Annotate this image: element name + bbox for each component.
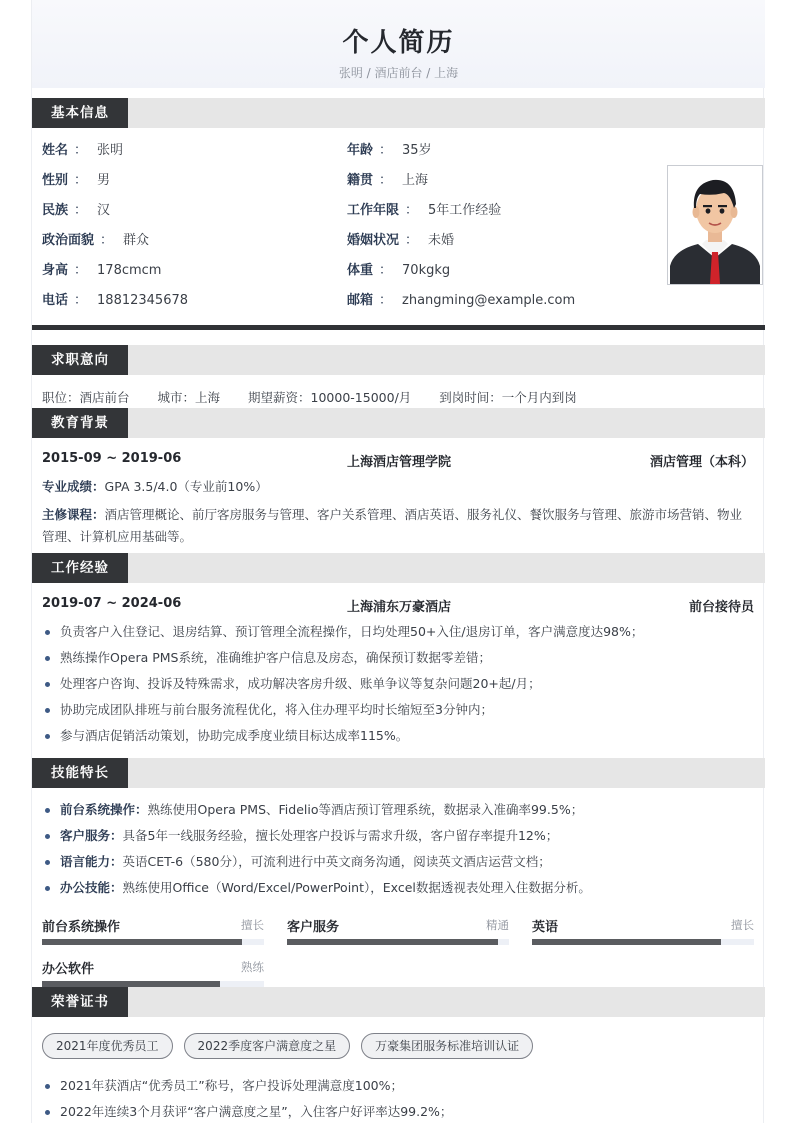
skill-track [287, 939, 509, 945]
education-school: 上海酒店管理学院 [347, 455, 452, 470]
skill-level: 熟练 [241, 960, 264, 974]
info-ethnicity: 民族 ： 汉 [42, 203, 111, 218]
info-phone: 电话 ： 18812345678 [42, 293, 189, 308]
job-intent-row [42, 388, 605, 406]
section-work [32, 553, 765, 583]
profile-photo [667, 165, 763, 285]
section-divider [32, 325, 765, 330]
list-item: 客户服务：具备5年一线服务经验，擅长处理客户投诉与需求升级，客户留存率提升12%； [42, 823, 754, 849]
resume-page [31, 0, 764, 1123]
list-item: 协助完成团队排班与前台服务流程优化，将入住办理平均时长缩短至3分钟内； [42, 697, 754, 723]
info-gender: 性别 ： 男 [42, 173, 111, 188]
info-weight: 体重 ： 70kgkg [347, 263, 451, 278]
skill-level: 擅长 [731, 918, 754, 932]
section-basic-info [32, 98, 765, 128]
education-header-row [42, 451, 754, 469]
info-political: 政治面貌 ： 群众 [42, 233, 150, 248]
education-courses: 主修课程：酒店管理概论、前厅客房服务与管理、客户关系管理、酒店英语、服务礼仪、餐饮服务与管理、旅游市场营销、物业管理、计算机应用基础等。 [42, 507, 743, 544]
intent-arrival: 到岗时间：一个月内到岗 [439, 390, 577, 405]
list-item: 2022年连续3个月获评“客户满意度之星”，入住客户好评率达99.2%； [42, 1099, 754, 1125]
info-hometown: 籍贯 ： 上海 [347, 173, 429, 188]
skill-fill [287, 939, 498, 945]
intent-position: 职位：酒店前台 [42, 390, 130, 405]
info-name: 姓名 ： 张明 [42, 143, 124, 158]
section-job-intent [32, 345, 765, 375]
info-age: 年龄 ： 35岁 [347, 143, 432, 158]
skill-name: 英语 [532, 920, 559, 935]
resume-header [32, 0, 765, 88]
honor-chip: 2022季度客户满意度之星 [184, 1033, 351, 1059]
honors-list [42, 1073, 754, 1125]
skills-list [42, 797, 754, 901]
skill-bar [287, 916, 509, 946]
resume-title: 个人简历 [342, 28, 455, 58]
skill-bar [42, 916, 264, 946]
list-item: 2021年获酒店“优秀员工”称号，客户投诉处理满意度100%； [42, 1073, 754, 1099]
skill-name: 办公软件 [42, 962, 95, 977]
skill-bar [532, 916, 754, 946]
avatar-illustration [668, 166, 762, 284]
skill-level: 精通 [486, 918, 509, 932]
skill-name: 客户服务 [287, 920, 340, 935]
section-title-intent: 求职意向 [32, 345, 128, 375]
list-item: 熟练操作Opera PMS系统，准确维护客户信息及房态，确保预订数据零差错； [42, 645, 754, 671]
section-title-work: 工作经验 [32, 553, 128, 583]
list-item: 处理客户咨询、投诉及特殊需求，成功解决客房升级、账单争议等复杂问题20+起/月； [42, 671, 754, 697]
list-item: 负责客户入住登记、退房结算、预订管理全流程操作，日均处理50+入住/退房订单，客户满意度达98%； [42, 619, 754, 645]
education-period: 2015-09 ~ 2019-06 [42, 451, 182, 466]
work-period: 2019-07 ~ 2024-06 [42, 596, 182, 611]
section-title-education: 教育背景 [32, 408, 128, 438]
section-education [32, 408, 765, 438]
skill-name: 前台系统操作 [42, 920, 121, 935]
info-experience-years: 工作年限 ： 5年工作经验 [347, 203, 502, 218]
work-header-row [42, 596, 754, 614]
list-item: 办公技能：熟练使用Office（Word/Excel/PowerPoint），Excel数据透视表处理入住数据分析。 [42, 875, 754, 901]
section-title-basic: 基本信息 [32, 98, 128, 128]
section-title-skills: 技能特长 [32, 758, 128, 788]
skill-track [532, 939, 754, 945]
info-height: 身高 ： 178cmcm [42, 263, 162, 278]
honor-chip: 万豪集团服务标准培训认证 [361, 1033, 533, 1059]
info-email: 邮箱 ： zhangming@example.com [347, 293, 576, 308]
education-major: 酒店管理（本科） [649, 455, 754, 470]
section-title-honors: 荣誉证书 [32, 987, 128, 1017]
honor-chips [42, 1033, 544, 1059]
skill-bar [42, 958, 264, 988]
list-item: 语言能力：英语CET-6（580分），可流利进行中英文商务沟通，阅读英文酒店运营文档； [42, 849, 754, 875]
resume-subtitle: 张明 / 酒店前台 / 上海 [338, 66, 459, 80]
section-honors [32, 987, 765, 1017]
skill-level: 擅长 [241, 918, 264, 932]
info-marital: 婚姻状况 ： 未婚 [347, 233, 455, 248]
skill-fill [42, 939, 242, 945]
intent-city: 城市：上海 [157, 390, 221, 405]
list-item: 前台系统操作：熟练使用Opera PMS、Fidelio等酒店预订管理系统，数据录入准确率99.5%； [42, 797, 754, 823]
intent-salary: 期望薪资：10000-15000/月 [248, 390, 412, 405]
work-duties-list [42, 619, 754, 749]
work-role: 前台接待员 [688, 600, 754, 615]
skill-fill [532, 939, 721, 945]
education-grade: 专业成绩：GPA 3.5/4.0（专业前10%） [42, 479, 268, 494]
section-skills [32, 758, 765, 788]
honor-chip: 2021年度优秀员工 [42, 1033, 173, 1059]
list-item: 参与酒店促销活动策划，协助完成季度业绩目标达成率115%。 [42, 723, 754, 749]
skill-track [42, 939, 264, 945]
work-company: 上海浦东万豪酒店 [347, 600, 452, 615]
